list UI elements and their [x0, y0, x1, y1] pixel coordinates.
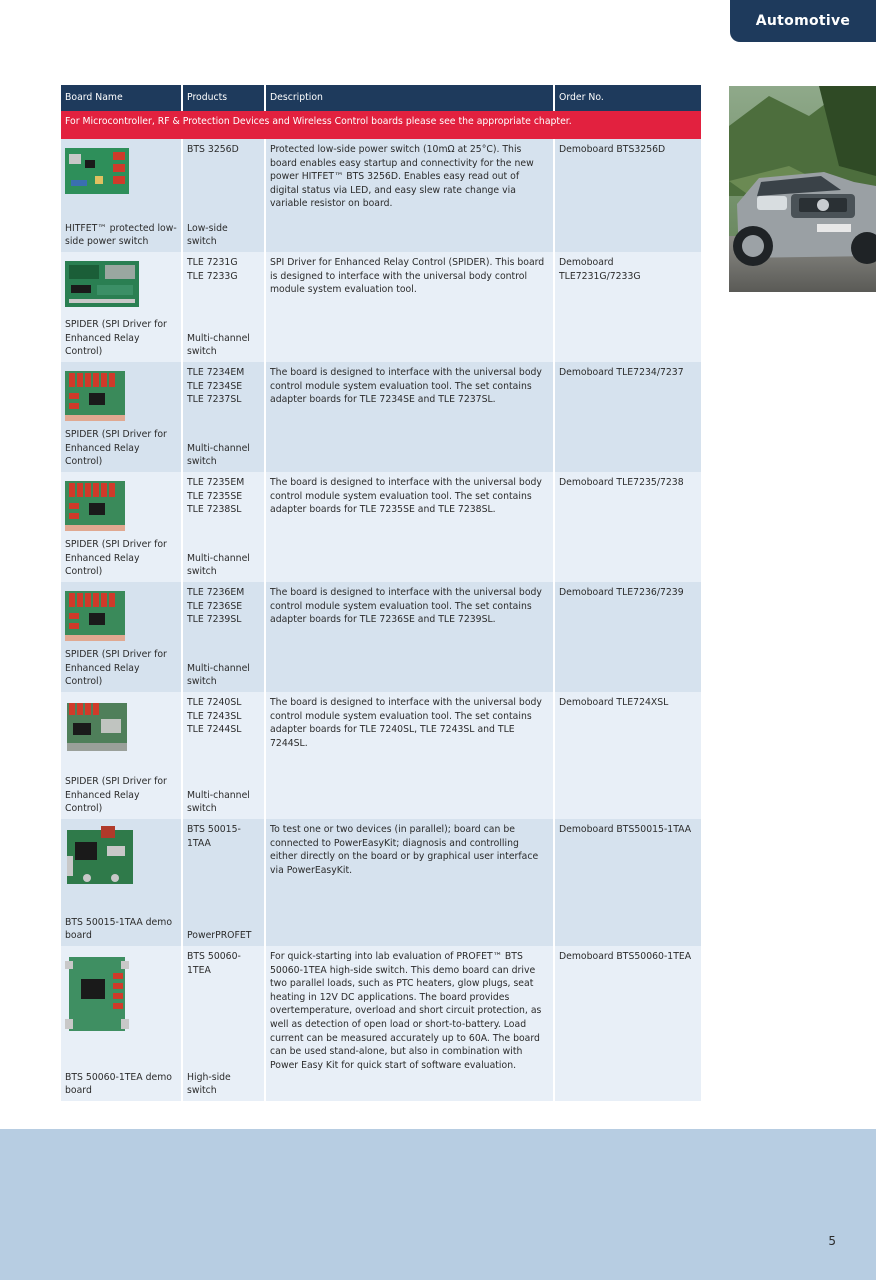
notice-row [61, 111, 701, 139]
order-number-cell: Demoboard TLE7231G/7233G [555, 252, 701, 362]
order-number-cell: Demoboard TLE724XSL [555, 692, 701, 819]
order-number-cell: Demoboard TLE7235/7238 [555, 472, 701, 582]
product-type: Multi-channel switch [187, 789, 250, 815]
board-image [65, 146, 129, 196]
product-code: TLE 7231G [187, 257, 238, 268]
product-code: TLE 7237SL [187, 394, 242, 406]
board-name: BTS 50015-1TAA demo board [65, 916, 173, 942]
board-name: BTS 50060-1TEA demo board [65, 1071, 172, 1097]
description-cell: The board is designed to interface with the universal body control module system evaluation tool. The set contains adapter boards for TLE 7240SL, TLE 7243SL and TLE 7244SL. [266, 692, 555, 819]
description-cell: The board is designed to interface with the universal body control module system evaluation tool. The set contains adapter boards for TLE 7236SE and TLE 7239SL. [266, 582, 555, 692]
product-type: High-side switch [187, 1071, 231, 1097]
product-code: TLE 7240SL [187, 697, 242, 708]
table-row [61, 946, 701, 1101]
table-row [61, 362, 701, 472]
board-name-cell [61, 946, 183, 1101]
description-cell: Protected low-side power switch (10mΩ at 25°C). This board enables easy startup and connectivity for the new power HITFET™ BTS 3256D. Enables easy read out of digital status via LED, and easy slew rate change via variable resistor on board. [266, 139, 555, 252]
products-cell [183, 819, 266, 946]
board-name-cell [61, 472, 183, 582]
section-tab: Automotive [730, 0, 876, 42]
description-cell: SPI Driver for Enhanced Relay Control (SPIDER). This board is designed to interface with the universal body control module system evaluation tool. [266, 252, 555, 362]
products-cell [183, 692, 266, 819]
table-row [61, 819, 701, 946]
board-name: SPIDER (SPI Driver for Enhanced Relay Control) [65, 319, 167, 358]
product-code: TLE 7236SE [187, 600, 243, 612]
products-cell [183, 946, 266, 1101]
table-header-row [61, 85, 701, 111]
page-number: 5 [828, 1234, 836, 1248]
product-code: TLE 7234SE [187, 380, 243, 392]
product-type: PowerPROFET [187, 930, 252, 942]
product-code: TLE 7235EM [187, 477, 245, 488]
product-code: BTS 50015-1TAA [187, 824, 241, 849]
product-code: TLE 7238SL [187, 504, 242, 516]
table-row [61, 582, 701, 692]
board-image [65, 953, 129, 1035]
board-name-cell [61, 582, 183, 692]
board-image [65, 699, 129, 755]
board-name: SPIDER (SPI Driver for Enhanced Relay Control) [65, 776, 167, 815]
products-cell [183, 362, 266, 472]
board-image [65, 259, 139, 309]
order-number-cell: Demoboard BTS50015-1TAA [555, 819, 701, 946]
description-cell: The board is designed to interface with the universal body control module system evaluation tool. The set contains adapter boards for TLE 7235SE and TLE 7238SL. [266, 472, 555, 582]
description-cell: To test one or two devices (in parallel); board can be connected to PowerEasyKit; diagnosis and controlling either directly on the board or by graphical user interface via PowerEasyKit. [266, 819, 555, 946]
board-name-cell [61, 362, 183, 472]
board-name-cell [61, 252, 183, 362]
board-name: HITFET™ protected low-side power switch [65, 222, 177, 248]
board-name: SPIDER (SPI Driver for Enhanced Relay Control) [65, 429, 167, 468]
column-header-board-name: Board Name [61, 85, 183, 111]
product-code: BTS 3256D [187, 144, 239, 155]
description-cell: The board is designed to interface with the universal body control module system evaluation tool. The set contains adapter boards for TLE 7234SE and TLE 7237SL. [266, 362, 555, 472]
product-code: BTS 50060-1TEA [187, 951, 241, 976]
demoboard-table [61, 85, 701, 1101]
board-name: SPIDER (SPI Driver for Enhanced Relay Control) [65, 539, 167, 578]
board-name-cell [61, 139, 183, 252]
column-header-products: Products [183, 85, 266, 111]
footer-band [0, 1129, 876, 1280]
product-type: Multi-channel switch [187, 662, 250, 688]
column-header-description: Description [266, 85, 555, 111]
column-header-order-no: Order No. [555, 85, 701, 111]
notice-text: For Microcontroller, RF & Protection Devices and Wireless Control boards please see the appropriate chapter. [61, 111, 701, 139]
description-cell: For quick-starting into lab evaluation of PROFET™ BTS 50060-1TEA high-side switch. This demo board can drive two parallel loads, such as PTC heaters, glow plugs, seat heating in 12V DC applications. The board provides overtemperature, overload and short circuit protection, as well as detection of open load or short-to-battery. Load current can be measured accurately up to 60A. The board can be used stand-alone, but also in combination with Power Easy Kit for quick start of software evaluation. [266, 946, 555, 1101]
product-type: Low-side switch [187, 222, 228, 248]
table-row [61, 252, 701, 362]
product-code: TLE 7243SL [187, 710, 242, 722]
products-cell [183, 582, 266, 692]
product-type: Multi-channel switch [187, 552, 250, 578]
product-code: TLE 7235SE [187, 490, 243, 502]
product-code: TLE 7236EM [187, 587, 245, 598]
order-number-cell: Demoboard BTS50060-1TEA [555, 946, 701, 1101]
product-code: TLE 7233G [187, 270, 238, 282]
board-image [65, 369, 125, 423]
product-code: TLE 7234EM [187, 367, 245, 378]
order-number-cell: Demoboard BTS3256D [555, 139, 701, 252]
products-cell [183, 139, 266, 252]
board-image [65, 826, 135, 888]
order-number-cell: Demoboard TLE7234/7237 [555, 362, 701, 472]
product-code: TLE 7239SL [187, 614, 242, 626]
board-name: SPIDER (SPI Driver for Enhanced Relay Control) [65, 649, 167, 688]
table-row [61, 472, 701, 582]
table-row [61, 692, 701, 819]
board-name-cell [61, 692, 183, 819]
car-photo [729, 86, 876, 292]
product-type: Multi-channel switch [187, 442, 250, 468]
board-image [65, 479, 125, 533]
table-row [61, 139, 701, 252]
products-cell [183, 252, 266, 362]
board-name-cell [61, 819, 183, 946]
product-type: Multi-channel switch [187, 332, 250, 358]
products-cell [183, 472, 266, 582]
order-number-cell: Demoboard TLE7236/7239 [555, 582, 701, 692]
product-code: TLE 7244SL [187, 724, 242, 736]
board-image [65, 589, 125, 643]
